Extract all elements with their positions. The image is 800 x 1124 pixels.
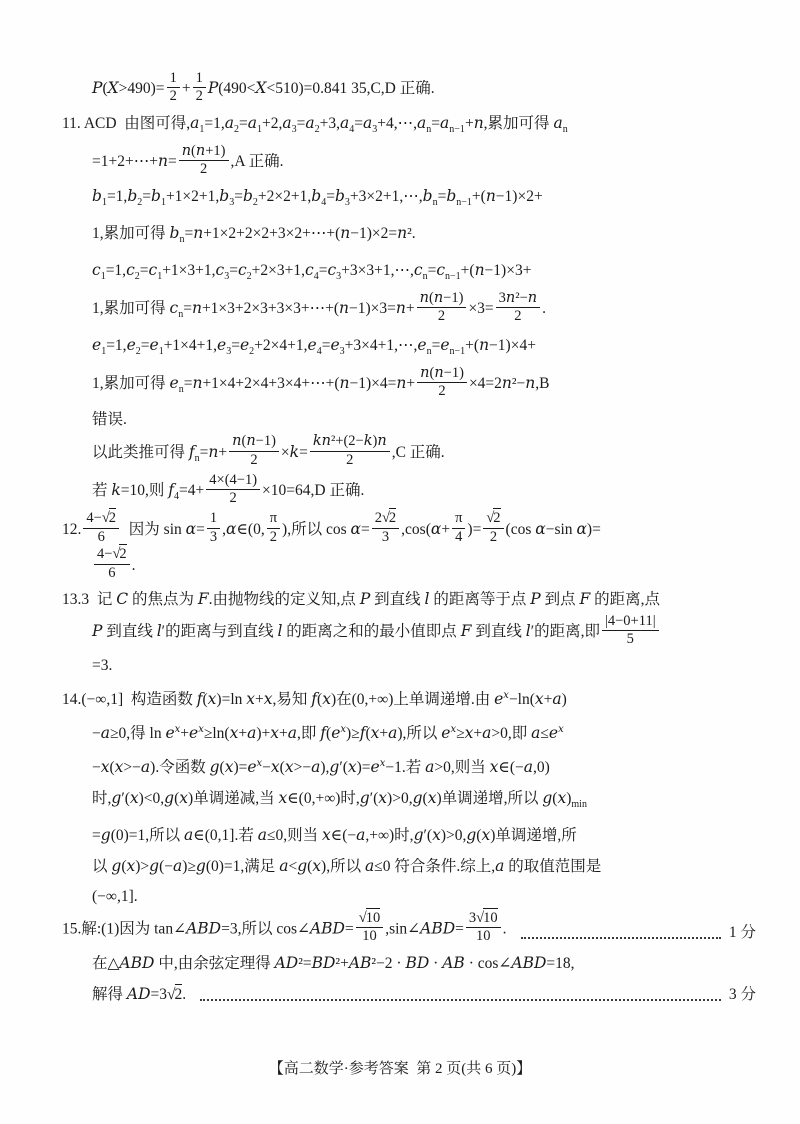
answer-line	[92, 882, 756, 912]
fraction: $\frac{|4-0+11|}{5}$	[602, 613, 659, 649]
answer-line	[92, 715, 756, 749]
score-label: 1 分	[728, 923, 756, 941]
answer-line-text: 13.3 记 C 的焦点为 F.由抛物线的定义知,点 P 到直线 l 的距离等于点 P 到点 F 的距离,点	[62, 589, 660, 608]
answer-line	[62, 512, 756, 548]
answer-lines	[62, 72, 756, 1010]
sqrt-expression: √2	[486, 510, 501, 527]
answer-line-text: 以此类推可得 $f_n=n+$ $\frac{n(n-1)}{2}$ ×k= $\frac{\text{kn²+(2−k)n}}{2}$ ,C 正确.	[92, 433, 445, 468]
fraction: $\frac{n(n-1)}{2}$	[417, 290, 467, 326]
answer-line	[92, 948, 756, 979]
answer-line-text: 1,累加可得 $c_n=n+1\times 3+2\times 3+3\times 3+\cdots+(n-1)\times 3=n+$ $\frac{n(n-1)}{2}$ ×3= $\frac{\text{3n²−n}}{2}$ .	[92, 289, 547, 324]
score-label: 3 分	[728, 985, 756, 1003]
fraction: $\frac{\pi}{2}$	[267, 510, 280, 546]
answer-line	[92, 289, 756, 330]
answer-line	[92, 820, 756, 851]
fraction: $\frac{√10}{10}$	[356, 910, 383, 946]
answer-line-text: 若 k=10,则 $f_4=4+$ $\frac{4\times(4-1)}{2}$ ×10=64,D 正确.	[92, 471, 365, 507]
answer-line-text: =3.	[92, 656, 113, 674]
answer-line-text: −a≥0,得 $\ln e^x+e^x\ge\ln(x+a)+x+a$,即 $f(e^x)\ge f(x+a)$,所以 $e^x\ge x+a>0$,即 $a\le e^x$	[92, 723, 564, 742]
fraction: $\frac{4-√2}{6}$	[94, 546, 130, 582]
answer-line	[62, 681, 756, 715]
answer-line	[92, 330, 756, 367]
answer-line-text: $e_1=1,e_2=e_1+1\times 4+1,e_3=e_2+2\times 4+1,e_4=e_3+3\times 4+1,\cdots,e_n=e_{n-1}+(n-1)\times 4+$	[92, 336, 536, 358]
answer-line	[62, 909, 756, 948]
answer-line-text: 时,g′(x)<0,g(x)单调递减,当 x∈(0,+∞)时,g′(x)>0,g(x)单调递增,所以 $g(x)_{min}$	[92, 788, 587, 810]
answer-line-text: 在△ABD 中,由余弦定理得 AD²=BD²+AB²−2 · BD · AB · cos∠ABD=18,	[92, 953, 575, 972]
fraction: $\frac{√2}{2}$	[483, 510, 503, 546]
answer-line	[92, 548, 756, 584]
answer-line	[92, 783, 756, 820]
fraction: $\frac{\text{kn²+(2−k)n}}{2}$	[310, 433, 390, 469]
answer-line	[92, 612, 756, 651]
fraction: $\frac{3√10}{10}$	[466, 910, 501, 946]
answer-line-text: P(X>490)= $\frac{1}{2}$ + $\frac{1}{2}$ P(490<X<510)=0.841 35,C,D 正确.	[92, 70, 435, 105]
answer-line-text: 以 g(x)>g(−a)≥g(0)=1,满足 a<g(x),所以 a≤0 符合条件.综上,a 的取值范围是	[92, 856, 602, 875]
answer-line	[62, 108, 756, 145]
answer-line	[92, 471, 756, 512]
answer-line-text: $c_1=1,c_2=c_1+1\times 3+1,c_3=c_2+2\times 3+1,c_4=c_3+3\times 3+1,\cdots,c_n=c_{n-1}+(n-1)\times 3+$	[92, 260, 532, 282]
fraction: $\frac{n(n-1)}{2}$	[417, 365, 467, 401]
answer-line	[92, 255, 756, 292]
sqrt-expression: √2	[101, 510, 117, 527]
answer-line	[92, 181, 756, 218]
answer-line	[92, 651, 756, 681]
fraction: $\frac{\text{3n²−n}}{2}$	[496, 290, 540, 326]
page-footer: 【高二数学·参考答案 第 2 页(共 6 页)】	[268, 1061, 532, 1077]
fraction: $\frac{1}{2}$	[193, 70, 206, 106]
fraction: $\frac{1}{2}$	[167, 70, 180, 106]
answer-line-text: 14.(−∞,1] 构造函数 f(x)=ln x+x,易知 f(x)在(0,+∞)上单调递增.由 $e^x-\ln(x+a)$	[62, 689, 567, 708]
fraction: $\frac{2√2}{3}$	[372, 510, 399, 546]
answer-line	[92, 979, 756, 1010]
answer-line-text: $b_1=1,b_2=b_1+1\times 2+1,b_3=b_2+2\times 2+1,b_4=b_3+3\times 2+1,\cdots,b_n=b_{n-1}+(n-1)\times 2+$	[92, 186, 543, 208]
answer-line-text: 错误.	[92, 411, 127, 429]
answer-line	[92, 851, 756, 882]
sqrt-expression: √10	[476, 909, 498, 926]
fraction: $\frac{\pi}{4}$	[452, 510, 465, 546]
answer-line-text: P 到直线 l′的距离与到直线 l 的距离之和的最小值即点 F 到直线 l′的距离,即 $\frac{|4-0+11|}{5}$	[92, 623, 661, 640]
answer-line-text: 1,累加可得 $e_n=n+1\times 4+2\times 4+3\times 4+\cdots+(n-1)\times 4=n+$ $\frac{n(n-1)}{2}$ ×4=2n²−n,B	[92, 365, 550, 400]
answer-line-text: 解得 AD=3√2.	[92, 984, 187, 1003]
answer-line-text: 1,累加可得 $b_n=n+1\times 2+2\times 2+3\times 2+\cdots+(n-1)\times 2=n^2$.	[92, 223, 416, 245]
answer-line-text: 15.解:(1)因为 tan∠ABD=3,所以 cos∠ABD= $\frac{√10}{10}$ ,sin∠ABD= $\frac{3√10}{10}$ .	[62, 909, 507, 945]
answer-line-text: =1+2+⋯+n= $\frac{n(n+1)}{2}$ ,A 正确.	[92, 142, 284, 178]
sqrt-expression: √2	[167, 985, 183, 1003]
fraction: $\frac{4-√2}{6}$	[83, 510, 119, 546]
answer-line	[92, 142, 756, 181]
sqrt-expression: √2	[112, 546, 127, 563]
answer-line-text: (−∞,1].	[92, 887, 138, 905]
answer-line	[92, 367, 756, 405]
sqrt-expression: √10	[358, 909, 381, 926]
answer-line-text: 11. ACD 由图可得$,a_1=1,a_2=a_1+2,a_3=a_2+3,a_4=a_3+4,\cdots,a_n=a_{n-1}+n$,累加可得 $a_n$	[62, 113, 568, 135]
answer-line	[92, 72, 756, 108]
answer-line-text: $\frac{4-√2}{6}$ .	[92, 557, 136, 574]
fraction: $\frac{n(n+1)}{2}$	[179, 143, 229, 179]
answer-line	[92, 405, 756, 435]
fraction: $\frac{n(n-1)}{2}$	[229, 433, 279, 469]
answer-line	[92, 749, 756, 783]
answer-line	[62, 584, 756, 615]
answer-line-text: −x(x>−a).令函数 $g(x)=e^x-x(x>-a),g'(x)=e^x-1$.若 a>0,则当 x∈(−a,0)	[92, 757, 550, 776]
fraction: $\frac{4\times(4-1)}{2}$	[206, 472, 260, 508]
fraction: $\frac{1}{3}$	[207, 510, 220, 546]
answer-line	[92, 435, 756, 473]
answer-line-text: =g(0)=1,所以 a∈(0,1].若 a≤0,则当 x∈(−a,+∞)时,g′(x)>0,g(x)单调递增,所	[92, 825, 577, 844]
dotted-leader	[521, 937, 721, 939]
sqrt-expression: √2	[381, 510, 397, 527]
dotted-leader	[200, 999, 721, 1001]
answer-line-text: 12. $\frac{4-√2}{6}$ 因为 sin α= $\frac{1}{3}$ ,α∈(0, $\frac{\pi}{2}$ ),所以 cos α= $\frac{2√2}{3}$ ,cos(α+ $\frac{\pi}{4}$ )= $\frac{√2}{2}$ (cos α−sin α)=	[62, 510, 601, 545]
answer-line	[92, 218, 756, 255]
